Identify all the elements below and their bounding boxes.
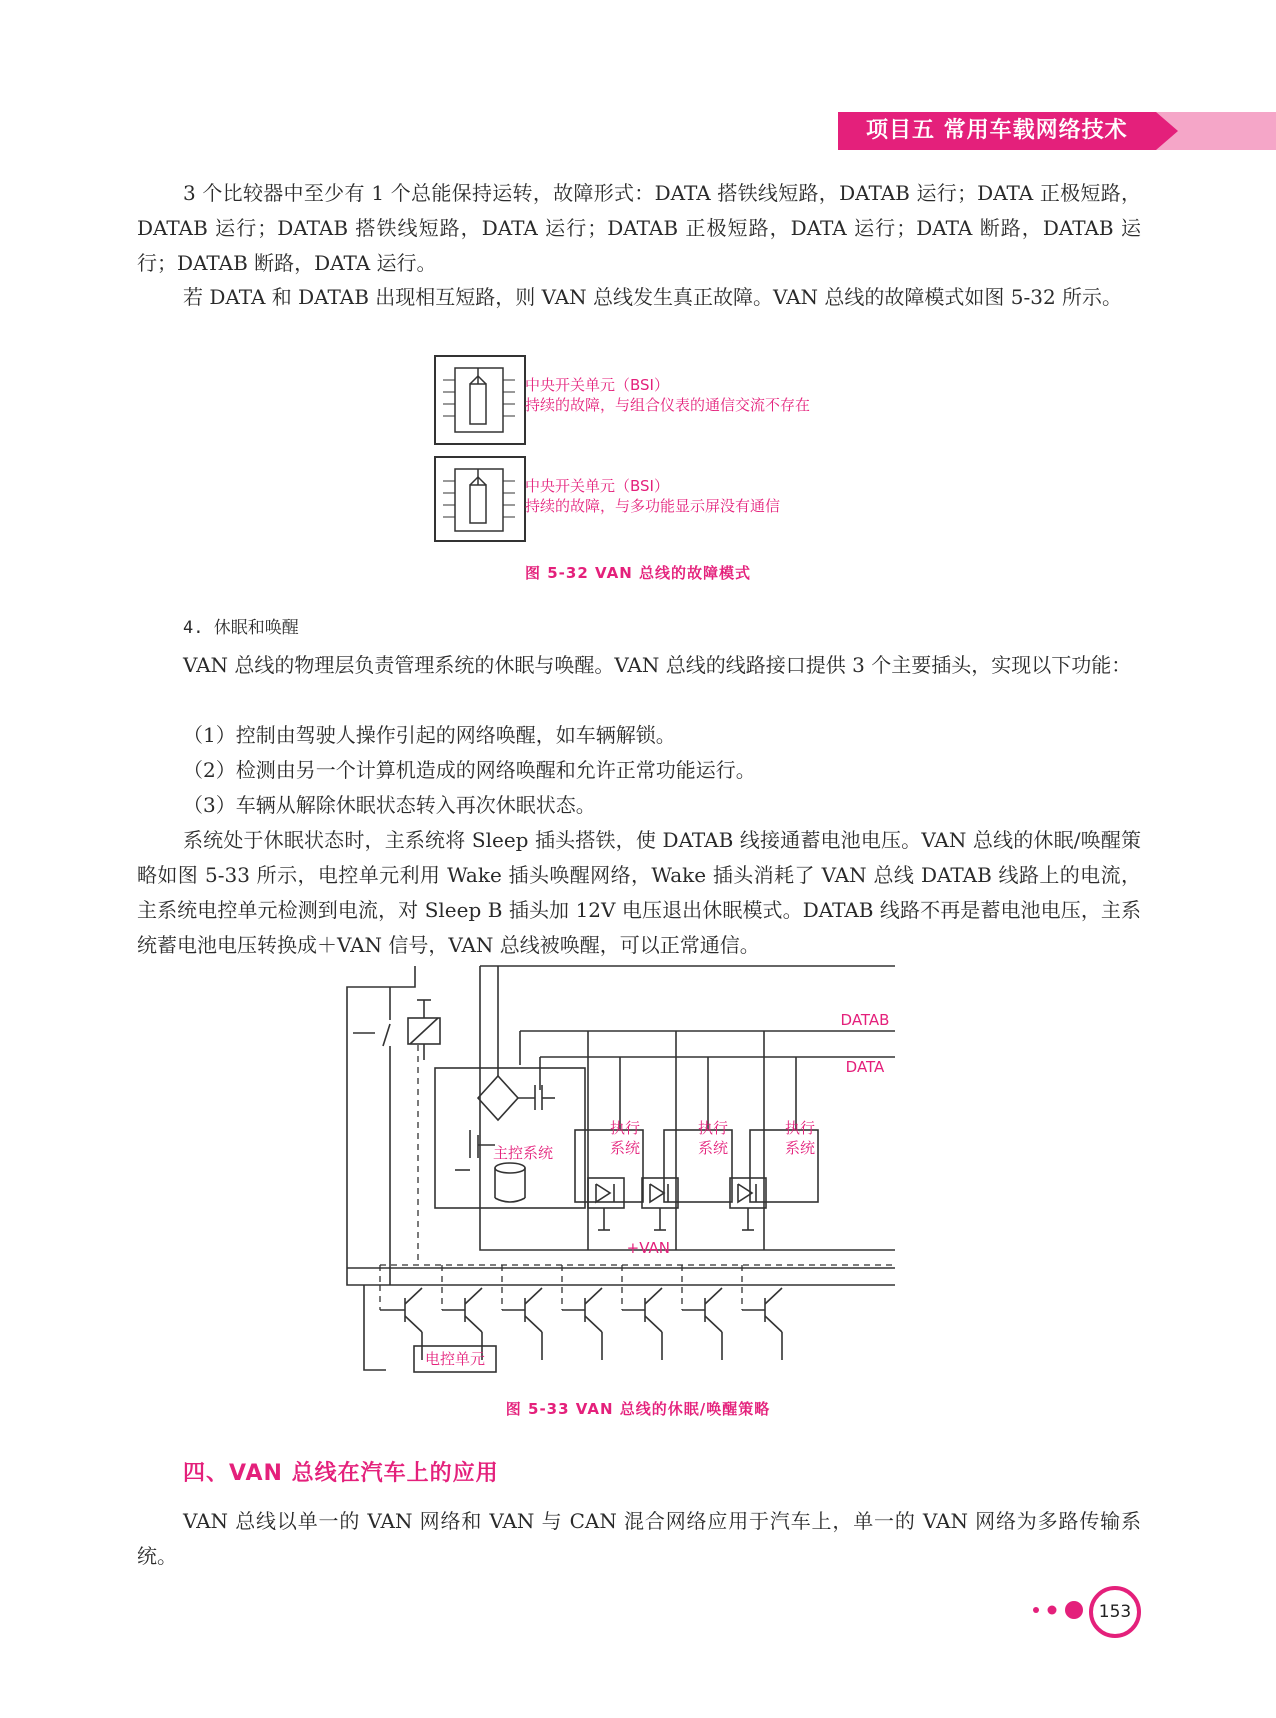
executor-1-label-bottom: 系统 <box>610 1139 641 1157</box>
figure-5-33-caption: 图 5-33 VAN 总线的休眠/唤醒策略 <box>505 1400 771 1418</box>
fault-1-unit: 中央开关单元（BSI） <box>525 376 669 394</box>
master-system-label: 主控系统 <box>493 1144 554 1162</box>
paragraph-5: VAN 总线以单一的 VAN 网络和 VAN 与 CAN 混合网络应用于汽车上，单一的 VAN 网络为多路传输系统。 <box>137 1509 1141 1568</box>
fault-2-desc: 持续的故障，与多功能显示屏没有通信 <box>525 497 781 515</box>
fault-1-desc: 持续的故障，与组合仪表的通信交流不存在 <box>525 396 811 414</box>
executor-2-label-bottom: 系统 <box>698 1139 729 1157</box>
paragraph-1: 3 个比较器中至少有 1 个总能保持运转，故障形式：DATA 搭铁线短路，DATAB 运行；DATA 正极短路，DATAB 运行；DATAB 搭铁线短路，DATA 运行；DATAB 正极短路，DATA 运行；DATA 断路，DATAB 运行；DATAB 断路，DATA 运行。 <box>137 181 1141 275</box>
executor-2-label-top: 执行 <box>698 1119 729 1137</box>
page-dots <box>1032 1600 1092 1620</box>
chapter-title: 项目五 常用车载网络技术 <box>866 118 1128 143</box>
fault-2-unit: 中央开关单元（BSI） <box>525 477 669 495</box>
van-power-label: +VAN <box>626 1239 670 1257</box>
datab-label: DATAB <box>840 1011 890 1029</box>
ecu-label: 电控单元 <box>424 1350 486 1368</box>
section-heading: 四、VAN 总线在汽车上的应用 <box>183 1461 499 1486</box>
paragraph-3: VAN 总线的物理层负责管理系统的休眠与唤醒。VAN 总线的线路接口提供 3 个主要插头，实现以下功能： <box>183 653 1132 677</box>
fault-box-1 <box>435 356 810 444</box>
list-item-3: （3）车辆从解除休眠状态转入再次休眠状态。 <box>183 793 596 817</box>
list-item-2: （2）检测由另一个计算机造成的网络唤醒和允许正常功能运行。 <box>183 758 756 782</box>
data-label: DATA <box>845 1058 885 1076</box>
executor-3-label-top: 执行 <box>785 1119 816 1137</box>
fault-box-2 <box>435 457 780 541</box>
executor-1-label-top: 执行 <box>610 1119 641 1137</box>
header-arrow <box>1156 112 1178 150</box>
figure-5-33 <box>330 960 910 1380</box>
page-number: 153 <box>1089 1586 1141 1638</box>
list-item-1: （1）控制由驾驶人操作引起的网络唤醒，如车辆解锁。 <box>183 723 676 747</box>
figure-5-32 <box>430 354 850 544</box>
paragraph-4: 系统处于休眠状态时，主系统将 Sleep 插头搭铁，使 DATAB 线接通蓄电池电压。VAN 总线的休眠/唤醒策略如图 5-33 所示，电控单元利用 Wake 插头唤醒网络，Wake 插头消耗了 VAN 总线 DATAB 线路上的电流，主系统电控单元检测到电流，对 Sleep B 插头加 12V 电压退出休眠模式。DATAB 线路不再是蓄电池电压，主系统蓄电池电压转换成＋VAN 信号，VAN 总线被唤醒，可以正常通信。 <box>137 828 1141 957</box>
paragraph-2: 若 DATA 和 DATAB 出现相互短路，则 VAN 总线发生真正故障。VAN 总线的故障模式如图 5-32 所示。 <box>183 285 1123 309</box>
executor-3-label-bottom: 系统 <box>785 1139 816 1157</box>
subsection-heading: 4. 休眠和唤醒 <box>183 618 299 638</box>
figure-5-32-caption: 图 5-32 VAN 总线的故障模式 <box>525 564 751 582</box>
